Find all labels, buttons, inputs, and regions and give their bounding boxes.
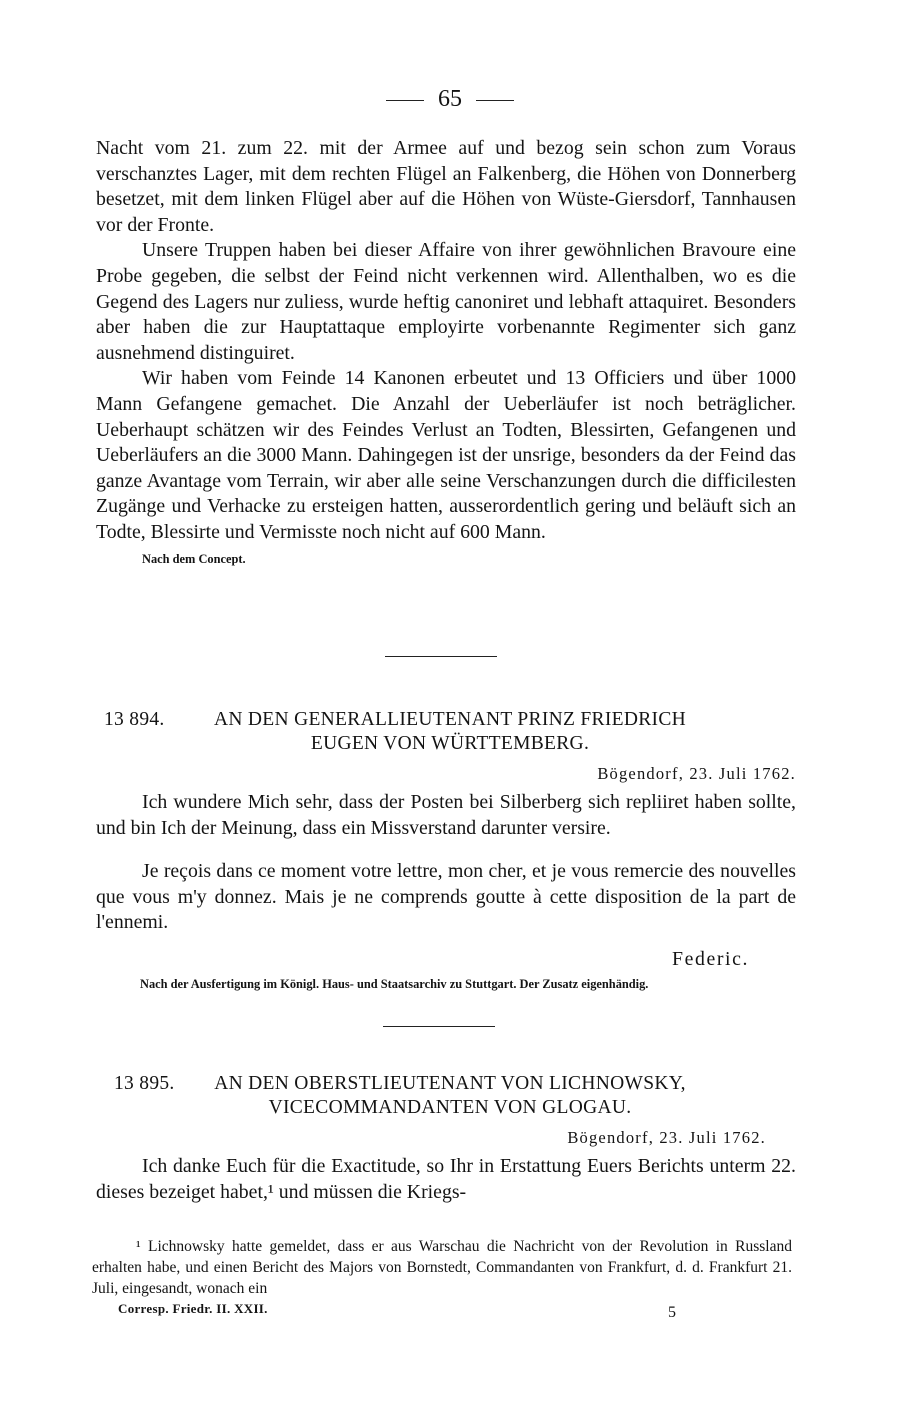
letter-number: 13 894. [104,709,165,730]
header-dash-right [476,100,514,101]
source-block [96,976,796,993]
letter-body [96,1154,796,1205]
heading-line: VICECOMMANDANTEN VON GLOGAU. [268,1097,632,1118]
footnote-text: ¹ Lichnowsky hatte gemeldet, dass er aus Warschau die Nachricht von der Revolution in Russland erhalten habe, und einen Bericht des Majors von Bornstedt, Commandanten von Frankfurt, d. d. Frankfurt 21. Juli, eingesandt, wonach ein [92,1238,792,1297]
page-header [0,86,900,113]
heading-line: AN DEN GENERALLIEUTENANT PRINZ FRIEDRICH [213,709,687,730]
continuation-text [96,136,796,567]
signature: Federic. [672,948,750,970]
letter-number: 13 895. [114,1073,175,1094]
signature-mark: 5 [668,1304,676,1321]
heading-line: EUGEN VON WÜRTTEMBERG. [310,733,590,754]
letter-body [96,790,796,936]
paragraph: Unsere Truppen haben bei dieser Affaire von ihrer gewöhnlichen Bravoure eine Probe gegeben, die selbst der Feind nicht verkennen wird. Allenthalben, wo es die Gegend des Lagers nur zuliess, wurde heftig canoniret und lebhaft attaquiret. Besonders aber haben die zur Hauptattaque employirte vorbenannte Regimenter sich ganz ausnehmend distinguiret. [96,239,796,364]
letter-heading [100,1072,800,1120]
header-dash-left [386,100,424,101]
footnote [92,1236,792,1299]
volume-reference: Corresp. Friedr. II. XXII. [118,1301,268,1316]
letter-heading [100,708,800,756]
paragraph: Ich danke Euch für die Exactitude, so Ihr in Erstattung Euers Berichts unterm 22. dieses bezeiget habet,¹ und müssen die Kriegs- [96,1155,796,1203]
paragraph: Wir haben vom Feinde 14 Kanonen erbeutet und 13 Officiers und über 1000 Mann Gefangene gemachet. Die Anzahl der Ueberläufer ist noch beträglicher. Ueberhaupt schätzen wir des Feindes Verlust an Todten, Blessirten, Gefangenen und Ueberläufers an die 3000 Mann. Dahingegen ist der unsrige, besonders da der Feind das ganze Avantage vom Terrain, wir aber alle seine Verschanzungen durch die difficilesten Zugänge und Verhacke zu ersteigen hatten, ausserordentlich gering und beläuft sich an Todte, Blessirte und Vermisste noch nicht auf 600 Mann. [96,367,796,543]
source-note: Nach der Ausfertigung im Königl. Haus- und Staatsarchiv zu Stuttgart. Der Zusatz eigenhändig. [140,977,649,991]
source-note: Nach dem Concept. [142,551,246,566]
paragraph: Ich wundere Mich sehr, dass der Posten bei Silberberg sich repliiret haben sollte, und bin Ich der Meinung, dass ein Missverstand darunter versire. [96,791,796,839]
section-divider [383,1026,495,1027]
paragraph: Je reçois dans ce moment votre lettre, mon cher, et je vous remercie des nouvelles que vous m'y donnez. Mais je ne comprends goutte à cette disposition de la part de l'ennemi. [96,860,796,934]
dateline: Bögendorf, 23. Juli 1762. [597,764,796,783]
heading-line: AN DEN OBERSTLIEUTENANT VON LICHNOWSKY, [214,1073,686,1094]
section-divider [385,656,497,657]
dateline: Bögendorf, 23. Juli 1762. [567,1128,766,1147]
paragraph: Nacht vom 21. zum 22. mit der Armee auf und bezog sein schon zum Voraus verschanztes Lager, mit dem rechten Flügel an Falkenberg, die Höhen von Donnerberg besetzet, mit dem linken Flügel aber auf die Höhen von Wüste-Giersdorf, Tannhausen vor der Fronte. [96,137,796,236]
page-number: 65 [438,86,462,112]
